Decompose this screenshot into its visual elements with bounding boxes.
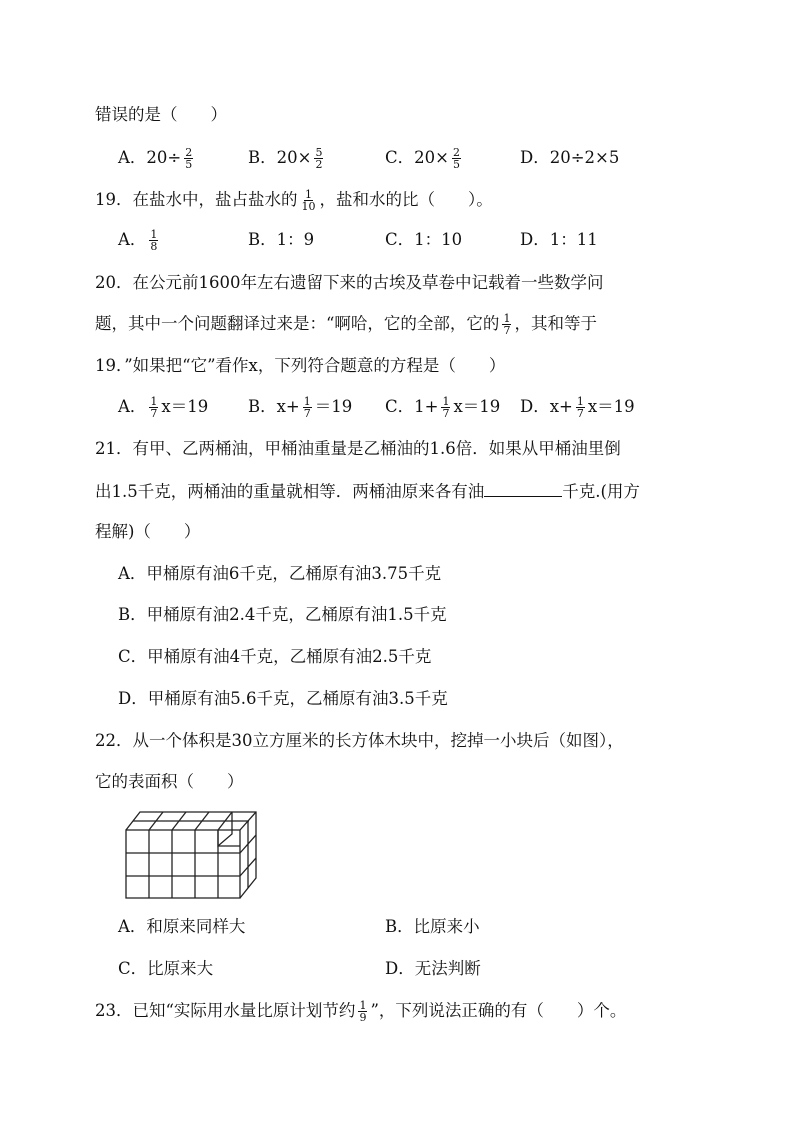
- q20-option-b[interactable]: [248, 396, 352, 419]
- q22-option-d[interactable]: D．无法判断: [385, 959, 481, 978]
- q20-option-a[interactable]: [118, 396, 208, 419]
- fraction: [452, 147, 461, 170]
- q20-line-1: 20．在公元前1600年左右遗留下来的古埃及草卷中记载着一些数学问: [95, 273, 604, 292]
- fraction-denominator: 5: [452, 158, 460, 171]
- fraction-denominator: 7: [503, 324, 511, 337]
- fraction-numerator: 1: [442, 395, 450, 408]
- q20-line-3: 19．”如果把“它”看作x，下列符合题意的方程是（ ）: [95, 356, 506, 375]
- fraction-numerator: 1: [150, 228, 158, 241]
- q22-option-b[interactable]: B．比原来小: [385, 917, 480, 936]
- question-23: [95, 1000, 626, 1023]
- q20-option-d-prefix: D．x+: [520, 397, 573, 416]
- q20-option-c-prefix: C．1+: [385, 397, 439, 416]
- q20-option-a-suffix: x＝19: [161, 397, 209, 416]
- q18-option-a[interactable]: [118, 147, 196, 170]
- q20-line-2-pre: 题，其中一个问题翻译过来是：“啊哈，它的全部，它的: [95, 314, 500, 333]
- q21-option-d[interactable]: D．甲桶原有油5.6千克，乙桶原有油3.5千克: [118, 689, 448, 708]
- q20-option-b-prefix: B．x+: [248, 397, 300, 416]
- fraction: [502, 313, 511, 336]
- q22-line-2: 它的表面积（ ）: [95, 772, 244, 791]
- q23-text-post: ”，下列说法正确的有（ ）个。: [370, 1001, 627, 1020]
- fraction: [576, 396, 585, 419]
- fraction-numerator: 5: [315, 146, 323, 159]
- q18-option-d[interactable]: D．20÷2×5: [520, 148, 620, 167]
- q18-tail: 错误的是（ ）: [95, 105, 227, 124]
- q21-line-2-pre: 出1.5千克，两桶油的重量就相等．两桶油原来各有油: [95, 482, 485, 501]
- front-face: [126, 830, 240, 898]
- fraction: [149, 396, 158, 419]
- q18-option-b-prefix: B．20×: [248, 148, 312, 167]
- q21-option-c[interactable]: C．甲桶原有油4千克，乙桶原有油2.5千克: [118, 647, 432, 666]
- fraction-numerator: 2: [185, 146, 193, 159]
- fraction-numerator: 2: [452, 146, 460, 159]
- fraction-numerator: 1: [359, 999, 367, 1012]
- q19-option-d[interactable]: D．1：11: [520, 230, 598, 249]
- q21-option-b[interactable]: B．甲桶原有油2.4千克，乙桶原有油1.5千克: [118, 605, 447, 624]
- q18-option-c[interactable]: [385, 147, 464, 170]
- fraction-denominator: 9: [359, 1011, 367, 1024]
- q22-line-1: 22．从一个体积是30立方厘米的长方体木块中，挖掉一小块后（如图），: [95, 731, 624, 750]
- q22-option-a[interactable]: A．和原来同样大: [118, 917, 246, 936]
- q19-option-c[interactable]: C．1：10: [385, 230, 463, 249]
- fraction: [149, 229, 158, 252]
- fraction-denominator: 10: [301, 200, 316, 213]
- q20-option-b-suffix: ＝19: [314, 397, 353, 416]
- q18-option-c-prefix: C．20×: [385, 148, 449, 167]
- answer-blank[interactable]: [484, 480, 562, 497]
- fraction: [314, 147, 323, 170]
- fraction-denominator: 7: [442, 407, 450, 420]
- fraction: [358, 1000, 367, 1023]
- q20-line-2-post: ，其和等于: [514, 314, 597, 333]
- fraction: [441, 396, 450, 419]
- q19-option-a[interactable]: [118, 229, 161, 252]
- fraction-numerator: 1: [150, 395, 158, 408]
- q19-option-a-prefix: A．: [118, 230, 147, 249]
- cuboid-figure: [122, 806, 266, 902]
- q21-line-2: [95, 480, 640, 503]
- fraction-numerator: 1: [576, 395, 584, 408]
- fraction-denominator: 8: [150, 240, 158, 253]
- q21-option-a[interactable]: A．甲桶原有油6千克，乙桶原有油3.75千克: [118, 564, 442, 583]
- q20-option-c-suffix: x＝19: [453, 397, 501, 416]
- notch: [218, 812, 232, 846]
- fraction-denominator: 7: [576, 407, 584, 420]
- fraction-numerator: 1: [503, 312, 511, 325]
- q18-option-a-prefix: A．20÷: [118, 148, 182, 167]
- q23-text-pre: 23．已知“实际用水量比原计划节约: [95, 1001, 356, 1020]
- q20-option-c[interactable]: [385, 396, 500, 419]
- fraction-denominator: 5: [185, 158, 193, 171]
- q19-text-pre: 19．在盐水中，盐占盐水的: [95, 190, 298, 209]
- q21-line-2-post: 千克.(用方: [562, 482, 640, 501]
- q18-option-b[interactable]: [248, 147, 326, 170]
- q20-option-d[interactable]: [520, 396, 635, 419]
- fraction-denominator: 7: [303, 407, 311, 420]
- q21-line-3: 程解)（ ）: [95, 522, 201, 541]
- question-19: [95, 189, 493, 212]
- q20-option-a-prefix: A．: [118, 397, 147, 416]
- q22-option-c[interactable]: C．比原来大: [118, 959, 214, 978]
- fraction-denominator: 7: [150, 407, 158, 420]
- q21-line-1: 21．有甲、乙两桶油，甲桶油重量是乙桶油的1.6倍．如果从甲桶油里倒: [95, 439, 621, 458]
- fraction-denominator: 2: [315, 158, 323, 171]
- q19-option-b[interactable]: B．1：9: [248, 230, 315, 249]
- q19-text-post: ，盐和水的比（ ）。: [319, 190, 493, 209]
- fraction: [303, 396, 312, 419]
- fraction-numerator: 1: [303, 395, 311, 408]
- q20-line-2: [95, 313, 597, 336]
- fraction: [184, 147, 193, 170]
- q20-option-d-suffix: x＝19: [587, 397, 635, 416]
- top-face: [126, 812, 256, 898]
- fraction-numerator: 1: [305, 188, 312, 201]
- fraction: [301, 189, 317, 212]
